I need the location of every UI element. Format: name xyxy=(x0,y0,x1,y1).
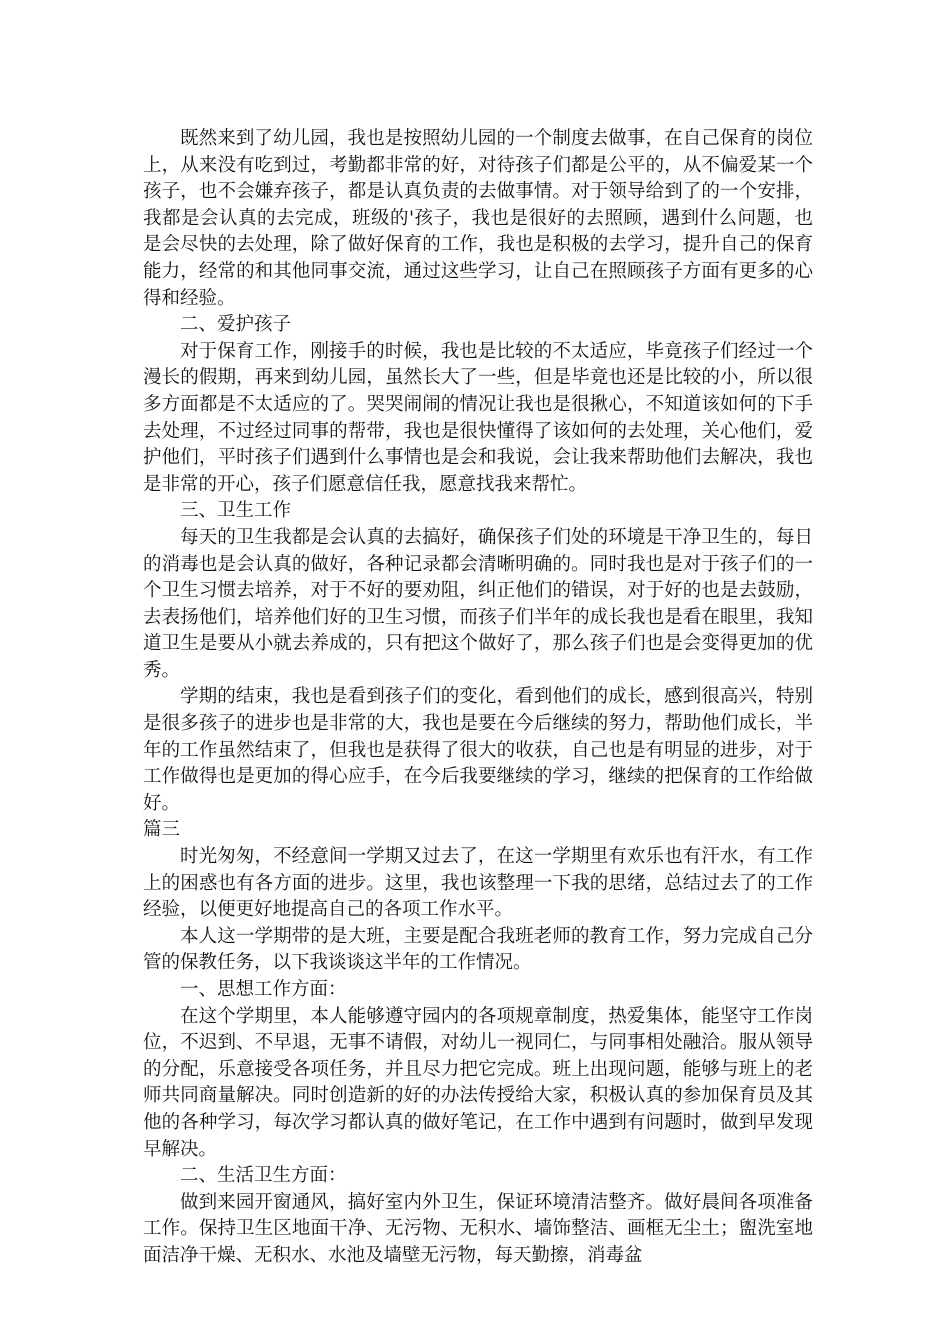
paragraph: 既然来到了幼儿园，我也是按照幼儿园的一个制度去做事，在自己保育的岗位上，从来没有吃到过，考勤都非常的好，对待孩子们都是公平的，从不偏爱某一个孩子，也不会嫌弃孩子，都是认真负责的去做事情。对于领导给到了的一个安排，我都是会认真的去完成，班级的'孩子，我也是很好的去照顾，遇到什么问题，也是会尽快的去处理，除了做好保育的工作，我也是积极的去学习，提升自己的保育能力，经常的和其他同事交流，通过这些学习，让自己在照顾孩子方面有更多的心得和经验。 xyxy=(143,128,813,309)
section-heading: 二、爱护孩子 xyxy=(180,314,292,336)
paragraph: 对于保育工作，刚接手的时候，我也是比较的不太适应，毕竟孩子们经过一个漫长的假期，再来到幼儿园，虽然长大了一些，但是毕竟也还是比较的小，所以很多方面都是不太适应的了。哭哭闹闹的情况让我也是很揪心，不知道该如何的下手去处理，不过经过同事的帮带，我也是很快懂得了该如何的去处理，关心他们，爱护他们，平时孩子们遇到什么事情也是会和我说，会让我来帮助他们去解决，我也是非常的开心，孩子们愿意信任我，愿意找我来帮忙。 xyxy=(143,340,813,495)
document-body xyxy=(143,126,813,1270)
paragraph: 每天的卫生我都是会认真的去搞好，确保孩子们处的环境是干净卫生的，每日的消毒也是会认真的做好，各种记录都会清晰明确的。同时我也是对于孩子们的一个卫生习惯去培养，对于不好的要劝阻，纠正他们的错误，对于好的也是去鼓励，去表扬他们，培养他们好的卫生习惯，而孩子们半年的成长我也是看在眼里，我知道卫生是要从小就去养成的，只有把这个做好了，那么孩子们也是会变得更加的优秀。 xyxy=(143,526,813,681)
paragraph: 本人这一学期带的是大班，主要是配合我班老师的教育工作，努力完成自己分管的保教任务，以下我谈谈这半年的工作情况。 xyxy=(143,925,813,974)
section-heading: 三、卫生工作 xyxy=(180,500,292,522)
section-heading: 二、生活卫生方面： xyxy=(180,1165,347,1187)
article-label: 篇三 xyxy=(143,819,181,841)
paragraph: 时光匆匆，不经意间一学期又过去了，在这一学期里有欢乐也有汗水，有工作上的困惑也有各方面的进步。这里，我也该整理一下我的思绪，总结过去了的工作经验，以便更好地提高自己的各项工作水平。 xyxy=(143,846,813,921)
paragraph: 做到来园开窗通风，搞好室内外卫生，保证环境清洁整齐。做好晨间各项准备工作。保持卫生区地面干净、无污物、无积水、墙饰整洁、画框无尘土；盥洗室地面洁净干燥、无积水、水池及墙壁无污物，每天勤擦，消毒盆 xyxy=(143,1191,813,1266)
paragraph: 学期的结束，我也是看到孩子们的变化，看到他们的成长，感到很高兴，特别是很多孩子的进步也是非常的大，我也是要在今后继续的努力，帮助他们成长，半年的工作虽然结束了，但我也是获得了很大的收获，自己也是有明显的进步，对于工作做得也是更加的得心应手，在今后我要继续的学习，继续的把保育的工作给做好。 xyxy=(143,686,813,814)
paragraph: 在这个学期里，本人能够遵守园内的各项规章制度，热爱集体，能坚守工作岗位，不迟到、不早退，无事不请假，对幼儿一视同仁，与同事相处融洽。服从领导的分配，乐意接受各项任务，并且尽力把它完成。班上出现问题，能够与班上的老师共同商量解决。同时创造新的好的办法传授给大家，积极认真的参加保育员及其他的各种学习，每次学习都认真的做好笔记，在工作中遇到有问题时，做到早发现早解决。 xyxy=(143,1005,813,1160)
section-heading: 一、思想工作方面： xyxy=(180,979,347,1000)
